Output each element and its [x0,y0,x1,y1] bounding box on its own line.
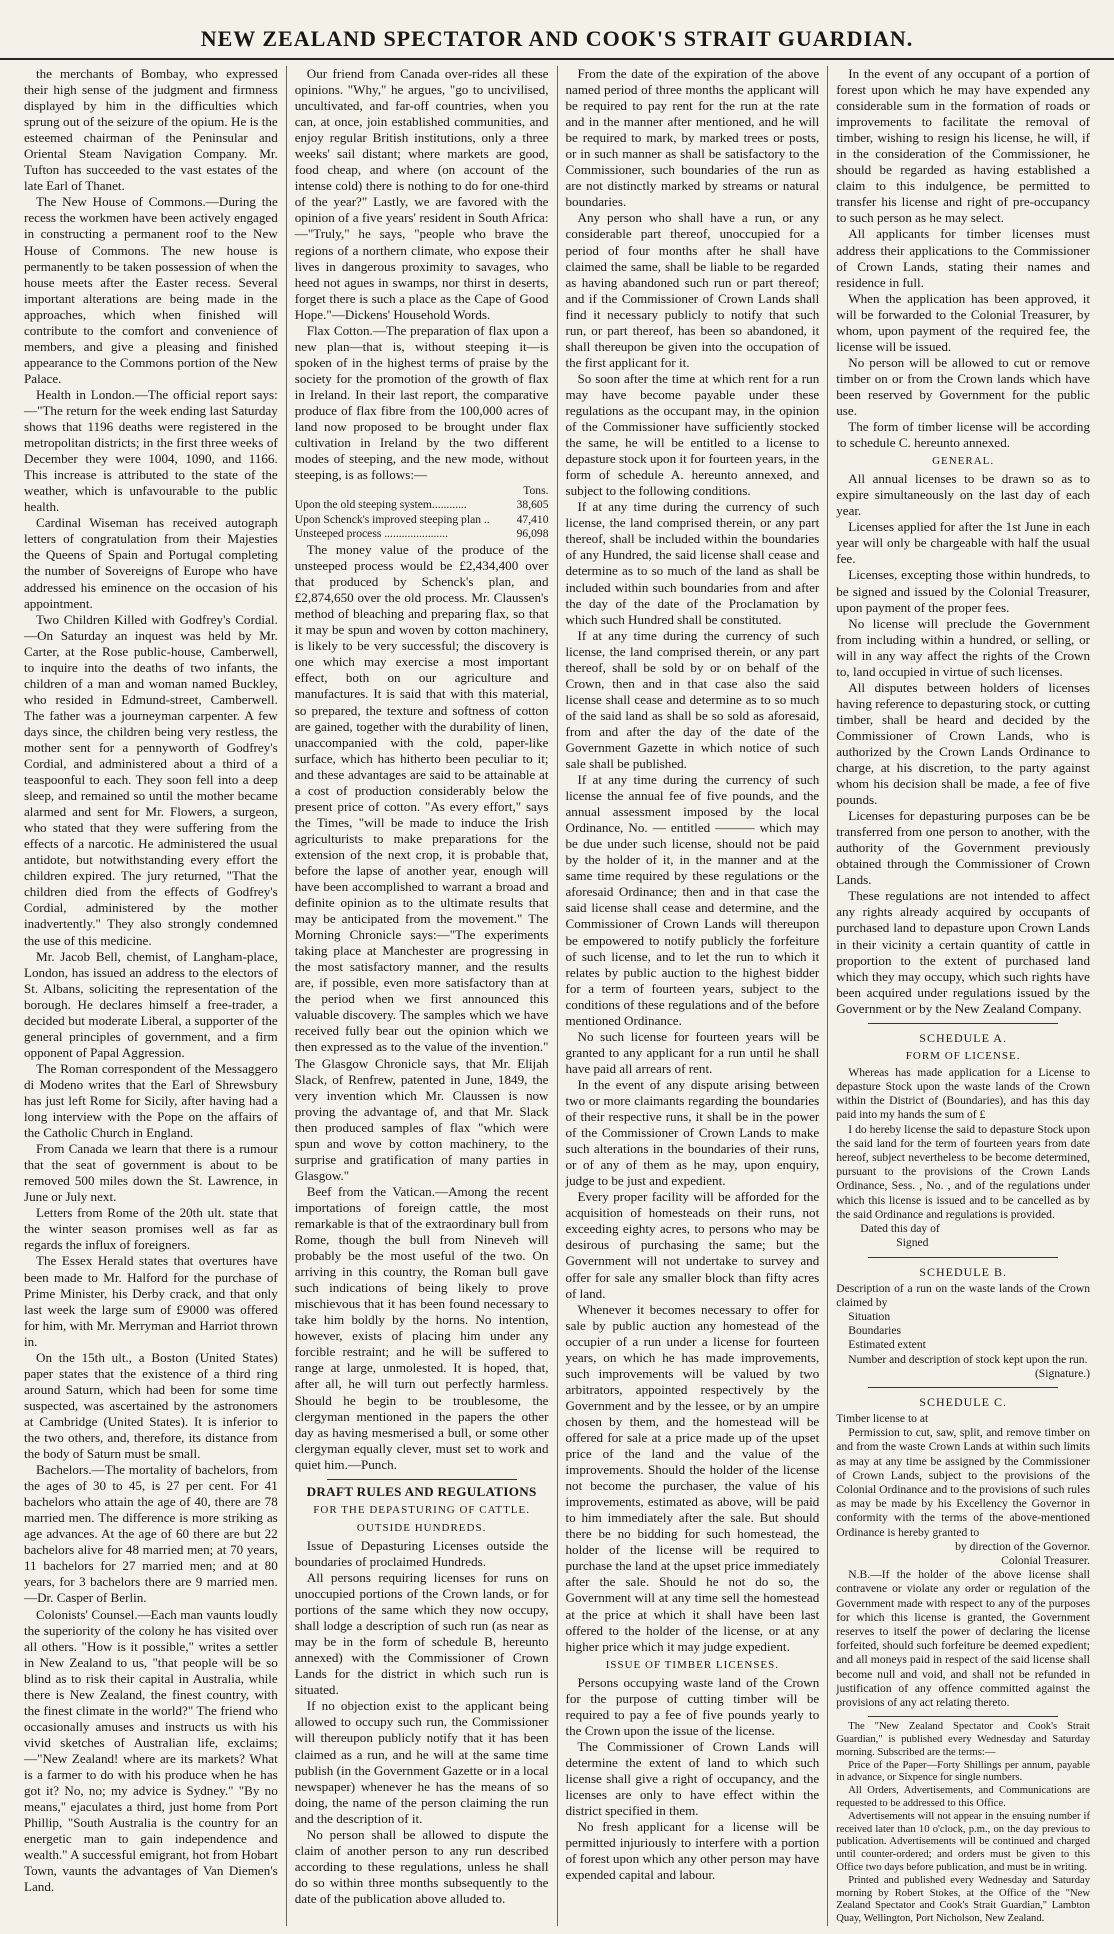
form-line: Dated this day of [860,1222,940,1236]
form-line: Colonial Treasurer. [1001,1554,1090,1568]
column-3 [558,66,829,1926]
paragraph: If no objection exist to the applicant being allowed to occupy such run, the Commissioner will thereupon publicly notify that it has been claimed as a run, and he will at the same time publish (in the Government Gazette or in a local newspaper) whenever he has the means of so doing, the name of the person claiming the run and the description of it. [294,1698,549,1826]
section-subheading: OUTSIDE HUNDREDS. [356,1521,487,1534]
paragraph: Licenses, excepting those within hundreds, to be signed and issued by the Colonial Treasurer, upon payment of the proper fees. [836,567,1090,615]
paragraph: If at any time during the currency of such license, the land comprised therein, or any part thereof, shall be sold by or on behalf of the Crown, then and in that case also the said license shall cease and determine as to so much of the said land as shall be so sold as aforesaid, from and after the day of the date of the Government Gazette in which notice of such sale shall be published. [565,627,820,772]
paragraph: These regulations are not intended to affect any rights already acquired by occupants of purchased land to depasture upon Crown Lands in their vicinity a certain quantity of cattle in proportion to the extent of purchased land which they may occupy, which such rights have been acquired under regulations issued by the Government or by the New Zealand Company. [836,888,1090,1016]
paragraph: No license will preclude the Government from including within a hundred, or selling, or will in any way affect the rights of the Crown to, land occupied in virtue of such licenses. [836,615,1090,679]
column-2 [287,66,558,1926]
schedule-heading: SCHEDULE C. [919,1394,1007,1409]
schedule-c-form [836,1412,1090,1710]
form-line: N.B.—If the holder of the above license shall contravene or violate any order or regulation of the Government made with respect to any of the purposes for which this license is granted, the Government reserves to itself the power of declaring the license forfeited, should such forfeiture be deemed expedient; and all moneys paid in respect of the said license shall become null and void, and shall not be refunded in justification of any offence committed against the provisions of any act relating thereto. [836,1568,1090,1710]
paragraph: Flax Cotton.—The preparation of flax upon a new plan—that is, without steeping it—is spoken of in the highest terms of praise by the society for the promotion of the growth of flax in Ireland. In their last report, the comparative produce of flax fibre from the 100,000 acres of land now proposed to be brought under flax cultivation in Ireland by the two different modes of steeping, and the new mode, without steeping, is as follows:— [294,322,549,483]
newspaper-title: NEW ZEALAND SPECTATOR AND COOK'S STRAIT GUARDIAN. [200,26,914,51]
paragraph: The New House of Commons.—During the recess the workmen have been actively engaged in constructing a permanent roof to the New House of Commons. The new house is permanently to be taken possession of when the house meets after the Easter recess. Several important alterations are being made in the approaches, which when finished will contribute to the comfort and convenience of members, and give a pleasing and finished appearance to the Commons portion of the New Palace. [24,194,278,386]
paragraph: In the event of any dispute arising between two or more claimants regarding the boundaries of their respective runs, it shall be in the power of the Commissioner of Crown Lands to make such alterations in the boundaries of their runs, or of any of them as he may, upon enquiry, judge to be just and expedient. [565,1076,820,1189]
paragraph: If at any time during the currency of such license, the land comprised therein, or any part thereof, shall be included within the boundaries of any Hundred, the said license shall cease and determine as to so much of the land as shall be included within such boundaries from and after the day of the date of the Proclamation by which such Hundred shall be constituted. [565,499,820,627]
paragraph: If at any time during the currency of such license the annual fee of five pounds, and the annual assessment imposed by the local Ordinance, No. — entitled ——— which may be due under such license, should not be paid by the holder of it, in the manner and at the same time required by these regulations or the aforesaid Ordinance; then and in that case the said license shall cease and determine, and the Commissioner of Crown Lands will thereupon be empowered to notify publicly the forfeiture of such license, and to let the run to which it relates by public auction to the highest bidder for a term of fourteen years, subject to the conditions of these regulations and of the before mentioned Ordinance. [565,772,820,1028]
paragraph: So soon after the time at which rent for a run may have become payable under these regulations as the occupant may, in the opinion of the Commissioner have sufficiently stocked the same, he will be entitled to a license to depasture stock upon it for fourteen years, in the form of schedule A. hereunto annexed, and subject to the following conditions. [565,370,820,499]
paragraph: Licenses applied for after the 1st June in each year will only be chargeable with half the usual fee. [836,519,1090,567]
paragraph: The money value of the produce of the unsteeped process would be £2,434,400 over that produced by Schenck's plan, and £2,874,650 over the old process. Mr. Claussen's method of bleaching and preparing flax, so that it may be spun and woven by cotton machinery, is likely to be very successful; the discovery is one which may exercise a most important effect, both on our agriculture and manufactures. It is said that with this material, so prepared, the texture and softness of cotton are gained, together with the durability of linen, unaccompanied with the cold, paper-like surface, which has hitherto been peculiar to it; and these advantages are said to be attainable at a cost of production considerably below the present price of cotton. "As every effort," says the Times, "will be made to induce the Irish agriculturists to make preparations for the extension of the next crop, it is probable that, before the lapse of another year, enough will have been accomplished to warrant a broad and definite opinion as to the ultimate results that may be anticipated from the movement." The Morning Chronicle says:—"The experiments taking place at Manchester are progressing in the most satisfactory manner, and the results are, if possible, even more satisfactory than at the period when we first announced this valuable discovery. The samples which we have received fully bear out the opinion which we then expressed as to the value of the invention." The Glasgow Chronicle says, that Mr. Elijah Slack, of Renfrew, patented in June, 1849, the very invention which Mr. Claussen is now proving the advantage of, and that Mr. Slack then produced samples of flax "which were spun and wove by cotton machinery, to the surprise and gratification of many parties in Glasgow." [294,542,549,1183]
paragraph: When the application has been approved, it will be forwarded to the Colonial Treasurer, by whom, upon payment of the required fee, the license will be issued. [836,290,1090,354]
imprint-line: Printed and published every Wednesday and Saturday morning by Robert Stokes, at the Office of the "New Zealand Spectator and Cook's Strait Guardian," Lambton Quay, Wellington, Port Nicholson, New Zealand. [836,1874,1090,1925]
paragraph: Every proper facility will be afforded for the acquisition of homesteads on their runs, not exceeding eighty acres, to persons who may be desirous of purchasing the same; but the Government will not undertake to survey and offer for sale any smaller block than fifty acres of land. [565,1189,820,1301]
schedule-a-form [836,1066,1090,1251]
row-value: 38,605 [516,498,549,512]
paragraph: All persons requiring licenses for runs on unoccupied portions of the Crown lands, or for portions of the same which they now occupy, shall lodge a description of such run (as near as may be in the form of schedule B, hereunto annexed) with the Commissioner of Crown Lands for the district in which such run is situated. [294,1569,549,1698]
paragraph: Licenses for depasturing purposes can be be transferred from one person to another, with the authority of the Government previously obtained through the Commissioner of Crown Lands. [836,808,1090,888]
form-line: (Signature.) [1034,1366,1090,1380]
paragraph: Persons occupying waste land of the Crown for the purpose of cutting timber will be required to pay a fee of five pounds yearly to the Crown upon the issue of the license. [565,1674,820,1738]
paragraph: The Roman correspondent of the Messaggero di Modeno writes that the Earl of Shrewsbury has just left Rome for Sicily, after having had a long interview with the Pope on the affairs of the Catholic Church in England. [24,1060,278,1141]
divider [868,1257,1058,1258]
paragraph: All disputes between holders of licenses having reference to depasturing stock, or cutting timber, shall be heard and decided by the Commissioner of Crown Lands, who is authorized by the Crown Lands Ordinance to charge, at his discretion, to the party against whom his decision shall be made, a fee of five pounds. [836,679,1090,808]
paragraph: Cardinal Wiseman has received autograph letters of congratulation from their Majesties the Queens of Spain and Portugal completing the number of Sovereigns of Europe who have addressed his eminence on the occasion of his appointment. [24,515,278,611]
paragraph: From the date of the expiration of the above named period of three months the applicant will be required to pay rent for the run at the rate and in the manner after mentioned, and he will be required to mark, by marked trees or posts, or in such manner as shall be satisfactory to the Commissioner, such boundaries of the run as are not distinctly marked by streams or natural boundaries. [565,66,820,210]
paragraph: Colonists' Counsel.—Each man vaunts loudly the superiority of the colony he has visited over all others. "How is it possible," writes a settler in New Zealand to us, "that people will be so blind as to risk their capital in Australia, while there is New Zealand, the finest country, with the finest climate in the world?" The friend who occasionally amuses and instructs us with his vivid sketches of Australian life, exclaims;—"New Zealand! where are its markets? What is a farmer to do with his produce when he has got it? No, no; my advice is Sydney." "By no means," ejaculates a third, just home from Port Phillip, "South Australia is the country for an energetic man to gain independence and wealth." A successful emigrant, hot from Hobart Town, vaunts the advantages of Van Diemen's Land. [24,1606,278,1895]
paragraph: Letters from Rome of the 20th ult. state that the winter season promises well as far as regards the influx of foreigners. [24,1205,278,1253]
paragraph: All applicants for timber licenses must address their applications to the Commissioner of Crown Lands, stating their names and residence in full. [836,226,1090,290]
paragraph: No person shall be allowed to dispute the claim of another person to any run described according to these regulations, unless he shall do so within three months subsequently to the date of the publication above alluded to. [294,1826,549,1906]
paragraph: The Commissioner of Crown Lands will determine the extent of land to which such license shall give a right of occupancy, and the licenses are only to have effect within the district specified in them. [565,1738,820,1819]
divider [868,1387,1058,1388]
paragraph: On the 15th ult., a Boston (United States) paper states that the existence of a third ring around Saturn, which had been for some time suspected, was ascertained by the astronomers at Cambridge (United States). It is inferior to the two others, and, therefore, its distance from the body of Saturn must be small. [24,1349,278,1462]
row-label: Upon the old steeping system............ [294,498,467,512]
column-4 [828,66,1098,1926]
paragraph: Our friend from Canada over-rides all these opinions. "Why," he argues, "go to uncivilised, uncultivated, and far-off countries, when you can, at once, join established communities, and enjoy regular British institutions, only a three weeks' sail distant; where markets are good, food cheap, and where (on account of the intense cold) there is nothing to do for one-third of the year?" Lastly, we are favored with the opinion of a five years' resident in South Africa:—"Truly," he says, "people who brave the regions of a northern climate, who expose their lives in dangerous proximity to savages, who heed not agues in swamps, nor thirst in deserts, forget there is such a place as the Cape of Good Hope."—Dickens' Household Words. [294,66,549,322]
divider [868,1023,1058,1024]
paragraph: From Canada we learn that there is a rumour that the seat of government is about to be removed 500 miles down the St. Lawrence, in June or July next. [24,1141,278,1205]
paragraph: Mr. Jacob Bell, chemist, of Langham-place, London, has issued an address to the electors of St. Albans, soliciting the representation of the borough. He declares himself a free-trader, a decided but moderate Liberal, a supporter of the general principles of government, and a firm opponent of Papal Aggression. [24,948,278,1060]
form-line: by direction of the Governor. [955,1539,1090,1553]
section-heading: DRAFT RULES AND REGULATIONS [306,1483,537,1499]
paragraph: Two Children Killed with Godfrey's Cordial.—On Saturday an inquest was held by Mr. Carter, at the Rose public-house, Camberwell, to inquire into the deaths of two infants, the children of a man and woman named Buckley, who resided in Edmund-street, Camberwell. The father was a journeyman carpenter. A few days since, the children being very restless, the mother sent for a pennyworth of Godfrey's Cordial, and administered about a third of a teaspoonful to each. They soon fell into a deep sleep, and remained so until the mother became alarmed and sent for Mr. Flowers, a surgeon, who stated that they were suffering from the effects of a narcotic. He administered the usual antidote, but notwithstanding every effort the children expired. The jury returned, "That the children died from the effects of Godfrey's Cordial, administered by the mother inadvertently." They also strongly condemned the use of this medicine. [24,611,278,948]
imprint [836,1721,1090,1926]
paragraph: Any person who shall have a run, or any considerable part thereof, unoccupied for a period of four months after he shall have claimed the same, shall be liable to be regarded as having abandoned such run or part thereof; and if the Commissioner of Crown Lands shall find it necessary publicly to notify that such run, or part thereof, has been so abandoned, it shall thereupon be given into the occupation of the first applicant for it. [565,210,820,370]
form-line: Permission to cut, saw, split, and remove timber on and from the waste Crown Lands at within such limits as may at any time be assigned by the Commissioner of Crown Lands, subject to the provisions of the Colonial Ordinance and to the provisions of such rules as may be made by his Excellency the Governor in conformity with the terms of the above-mentioned Ordinance is hereby granted to [836,1426,1090,1539]
schedule-heading: SCHEDULE A. [919,1030,1007,1045]
paragraph: Bachelors.—The mortality of bachelors, from the ages of 30 to 45, is 27 per cent. For 41 bachelors who attain the age of 40, there are 78 married men. The difference is more striking as age advances. At the age of 60 there are but 22 bachelors alive for 48 married men; at 70 years, 11 bachelors for 27 married men; and at 80 years, for 3 bachelors there are 9 married men.—Dr. Casper of Berlin. [24,1462,278,1606]
imprint-line: The "New Zealand Spectator and Cook's Strait Guardian," is published every Wednesday and Saturday morning. Subscribed are the terms:— [836,1721,1090,1758]
flax-table-row [295,498,549,512]
divider [327,1479,517,1480]
form-line: I do hereby license the said to depasture Stock upon the said land for the term of fourteen years from date hereof, subject nevertheless to be become determined, pursuant to the provisions of the Crown Lands Ordinance, Sess. , No. , and of the regulations under which this license is issued and to be cancelled as by the said Ordinance and regulations is provided. [836,1122,1090,1221]
form-line: Estimated extent [848,1338,926,1352]
section-subheading: ISSUE OF TIMBER LICENSES. [605,1658,780,1671]
form-line: Timber license to at [836,1412,929,1426]
flax-table-unit: Tons. [523,484,549,498]
row-value: 96,098 [516,526,549,540]
row-label: Upon Schenck's improved steeping plan .. [294,512,490,526]
paragraph: Beef from the Vatican.—Among the recent importations of foreign cattle, the most remarkable is that of the extraordinary bull from Rome, though the bull from Nineveh will probably be the most useful of the two. On arriving in this country, the Roman bull gave such indications of being likely to prove mischievous that it has been found necessary to take him boldly by the horns. No intention, however, exists of placing him under any forcible restraint; and he will be suffered to range at large, unmolested. It is hoped, that, after all, he will turn out perfectly harmless. Should he begin to be troublesome, the clergyman mentioned in the papers the other day as having mesmerised a bull, or some other clergyman equally clever, must set to work and quiet him.—Punch. [294,1183,549,1472]
row-label: Unsteeped process ...................... [294,526,449,540]
flax-table [295,484,549,541]
section-subheading: GENERAL. [932,455,995,468]
form-line: Situation [848,1309,891,1323]
flax-table-row [295,513,549,527]
paragraph: All annual licenses to be drawn so as to expire simultaneously on the last day of each year. [836,471,1090,519]
paragraph: Health in London.—The official report says:—"The return for the week ending last Saturday shows that 1196 deaths were registered in the metropolitan districts; in the first three weeks of December they were 1004, 1090, and 1166. This increase is attributed to the state of the weather, which is unfavourable to the public health. [24,386,278,515]
imprint-line: Advertisements will not appear in the ensuing number if received later than 10 o'clock, p.m., on the day previous to publication. Advertisements will be continued and charged until counter-ordered; and orders must be given to this Office two days before publication, and must be in writing. [836,1810,1090,1874]
page-columns [16,66,1098,1926]
schedule-b-form [836,1282,1090,1381]
paragraph: In the event of any occupant of a portion of forest upon which he may have expended any considerable sum in the formation of roads or improvements to facilitate the removal of timber, wishing to resign his license, he will, if in the consideration of the Commissioner, he should be regarded as having established a claim to this indulgence, be permitted to transfer his license and right of pre-occupancy to such person as he may select. [836,66,1090,226]
paragraph: No such license for fourteen years will be granted to any applicant for a run until he shall have paid all arrears of rent. [565,1028,820,1076]
form-line: Description of a run on the waste lands of the Crown claimed by [836,1281,1090,1309]
masthead [0,0,1114,60]
paragraph: The form of timber license will be according to schedule C. hereunto annexed. [836,419,1090,451]
form-line: Whereas has made application for a License to depasture Stock upon the waste lands of the Crown within the District of (Boundaries), and has this day paid into my hands the sum of £ [836,1065,1090,1122]
form-line: Number and description of stock kept upon the run. [848,1352,1088,1366]
paragraph: No fresh applicant for a license will be permitted injuriously to interfere with a portion of forest upon which any other person may have expended capital and labour. [565,1819,820,1883]
paragraph: the merchants of Bombay, who expressed their high sense of the judgment and firmness displayed by him in the difficulties which sprung out of the seizure of the opium. He is the esteemed chairman of the Peninsular and Oriental Steam Navigation Company. Mr. Tufton has succeeded to the vast estates of the late Earl of Thanet. [24,66,278,194]
paragraph: No person will be allowed to cut or remove timber on or from the Crown lands which have been reserved by Government for the public use. [836,354,1090,418]
column-1 [16,66,287,1926]
section-subheading: FOR THE DEPASTURING OF CATTLE. [313,1503,530,1516]
imprint-line: All Orders, Advertisements, and Communications are requested to be addressed to this Office. [836,1785,1090,1810]
row-value: 47,410 [516,512,549,526]
schedule-heading: SCHEDULE B. [919,1264,1007,1279]
paragraph: The Essex Herald states that overtures have been made to Mr. Halford for the purchase of Prime Minister, his Derby crack, and that only last week the large sum of £9000 was offered for him, with Mr. Merryman and Harriot thrown in. [24,1253,278,1349]
imprint-line: Price of the Paper—Forty Shillings per annum, payable in advance, or Sixpence for single numbers. [836,1759,1090,1784]
paragraph: Issue of Depasturing Licenses outside the boundaries of proclaimed Hundreds. [294,1537,549,1569]
schedule-subheading: FORM OF LICENSE. [905,1049,1021,1062]
divider [868,1716,1058,1717]
paragraph: Whenever it becomes necessary to offer for sale by public auction any homestead of the occupier of a run under a license for fourteen years, on which he has made improvements, such improvements will be valued by two arbitrators, appointed respectively by the Government and by the lessee, or by an umpire chosen by them, and the homestead will be offered for sale at a price made up of the upset price of the land and the value of the improvements. Should the holder of the license not become the purchaser, the value of his improvements, estimated as above, will be paid to him immediately after the sale. But should there be no bidding for such homestead, the holder of the license will be required to purchase the land at the upset price immediately after the sale. Should he not do so, the Government will at any time sell the homestead at the price at which it shall have been last offered to the holder of the license, or at any higher price which it may judge expedient. [565,1301,820,1654]
form-line: Boundaries [848,1324,902,1338]
flax-table-row [295,527,549,541]
form-line: Signed [896,1236,929,1250]
